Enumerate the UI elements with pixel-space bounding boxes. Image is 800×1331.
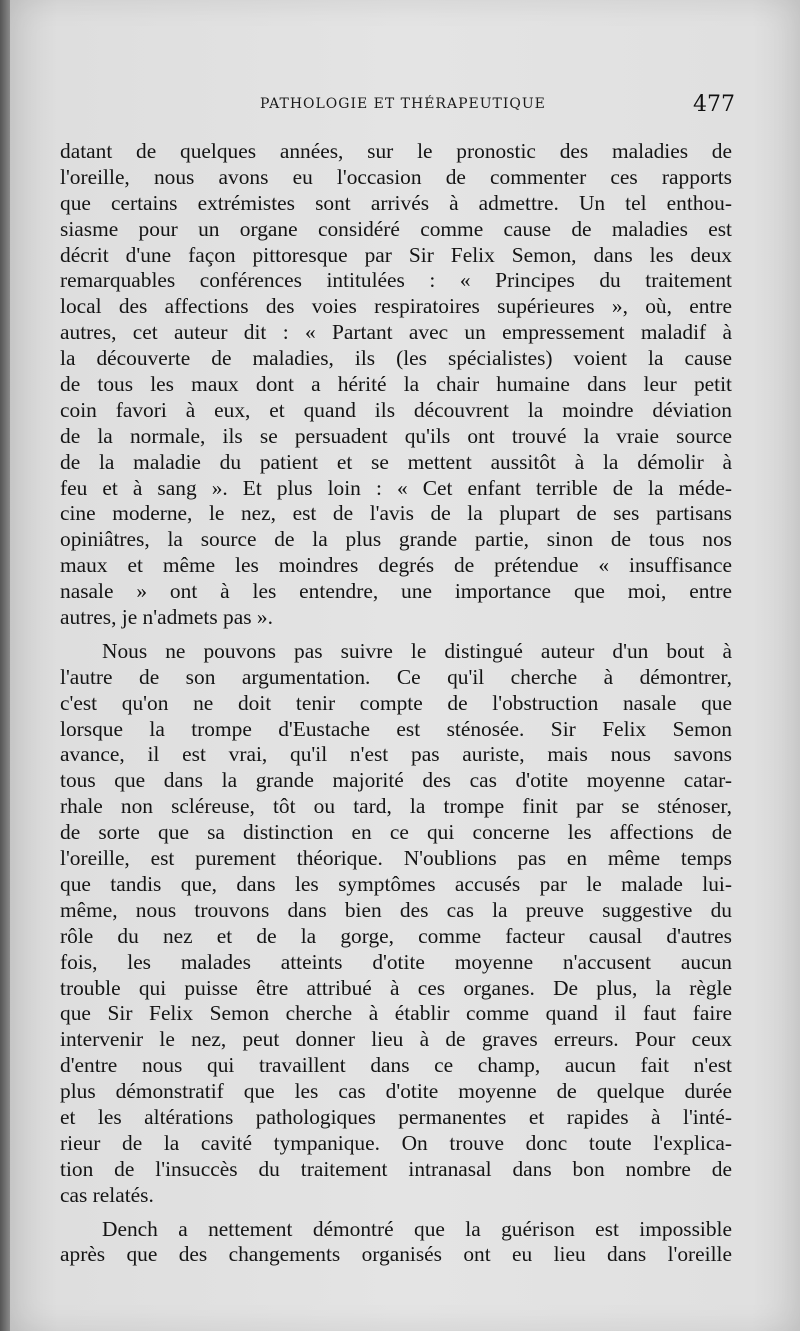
text-line: trouble qui puisse être attribué à ces organes. De plus, la règle xyxy=(60,975,732,1000)
text-line: que certains extrémistes sont arrivés à admettre. Un tel enthou- xyxy=(60,190,732,215)
text-line: feu et à sang ». Et plus loin : « Cet enfant terrible de la méde- xyxy=(60,475,732,500)
text-line: opiniâtres, la source de la plus grande partie, sinon de tous nos xyxy=(60,527,732,552)
text-line: et les altérations pathologiques permanentes et rapides à l'inté- xyxy=(60,1104,732,1129)
text-line: Nous ne pouvons pas suivre le distingué auteur d'un bout à xyxy=(102,638,732,663)
text-line: autres, cet auteur dit : « Partant avec un empressement maladif à xyxy=(60,320,732,345)
text-line: même, nous trouvons dans bien des cas la preuve suggestive du xyxy=(60,897,732,922)
text-line: de sorte que sa distinction en ce qui concerne les affections de xyxy=(60,820,732,845)
paragraph-2 xyxy=(60,639,732,1209)
text-line: que tandis que, dans les symptômes accusés par le malade lui- xyxy=(60,871,732,896)
text-line: remarquables conférences intitulées : « Principes du traitement xyxy=(60,268,732,293)
text-line: cine moderne, le nez, est de l'avis de la plupart de ses partisans xyxy=(60,501,732,526)
text-line: de tous les maux dont a hérité la chair humaine dans leur petit xyxy=(60,372,732,397)
running-header xyxy=(80,92,735,122)
text-line: avance, il est vrai, qu'il n'est pas auriste, mais nous savons xyxy=(60,742,732,767)
page-binding-edge xyxy=(0,0,10,1331)
text-line: que Sir Felix Semon cherche à établir comme quand il faut faire xyxy=(60,1001,732,1026)
text-line: l'oreille, nous avons eu l'occasion de commenter ces rapports xyxy=(60,164,732,189)
paragraph-1 xyxy=(60,139,732,631)
text-line: fois, les malades atteints d'otite moyenne n'accusent aucun xyxy=(60,949,732,974)
text-line: lorsque la trompe d'Eustache est sténosée. Sir Felix Semon xyxy=(60,716,732,741)
text-line: la découverte de maladies, ils (les spécialistes) voient la cause xyxy=(60,346,732,371)
text-line: de la normale, ils se persuadent qu'ils ont trouvé la vraie source xyxy=(60,423,732,448)
text-line: l'oreille, est purement théorique. N'oublions pas en même temps xyxy=(60,846,732,871)
text-line: intervenir le nez, peut donner lieu à de graves erreurs. Pour ceux xyxy=(60,1027,732,1052)
text-line: rhale non scléreuse, tôt ou tard, la trompe finit par se sténoser, xyxy=(60,794,732,819)
text-line: décrit d'une façon pittoresque par Sir Felix Semon, dans les deux xyxy=(60,242,732,267)
book-page xyxy=(10,0,800,1331)
text-line: maux et même les moindres degrés de prétendue « insuffisance xyxy=(60,553,732,578)
text-line: c'est qu'on ne doit tenir compte de l'obstruction nasale que xyxy=(60,690,732,715)
text-line: cas relatés. xyxy=(60,1182,154,1207)
text-line: de la maladie du patient et se mettent aussitôt à la démolir à xyxy=(60,449,732,474)
text-line: rôle du nez et de la gorge, comme facteur causal d'autres xyxy=(60,923,732,948)
paragraph-3 xyxy=(60,1217,732,1269)
text-line: local des affections des voies respiratoires supérieures », où, entre xyxy=(60,294,732,319)
text-line: nasale » ont à les entendre, une importance que moi, entre xyxy=(60,579,732,604)
body-text xyxy=(60,139,732,1268)
text-line: après que des changements organisés ont eu lieu dans l'oreille xyxy=(60,1242,732,1267)
text-line: plus démonstratif que les cas d'otite moyenne de quelque durée xyxy=(60,1079,732,1104)
text-line: tion de l'insuccès du traitement intranasal dans bon nombre de xyxy=(60,1156,732,1181)
paragraph-gap xyxy=(60,1209,732,1217)
text-line: datant de quelques années, sur le pronostic des maladies de xyxy=(60,139,732,163)
page-number: 477 xyxy=(693,92,735,117)
text-line: autres, je n'admets pas ». xyxy=(60,605,273,630)
paragraph-gap xyxy=(60,631,732,639)
text-line: tous que dans la grande majorité des cas d'otite moyenne catar- xyxy=(60,768,732,793)
text-line: rieur de la cavité tympanique. On trouve donc toute l'explica- xyxy=(60,1130,732,1155)
running-title: PATHOLOGIE ET THÉRAPEUTIQUE xyxy=(260,96,546,112)
text-line: l'autre de son argumentation. Ce qu'il cherche à démontrer, xyxy=(60,664,732,689)
text-line: siasme pour un organe considéré comme cause de maladies est xyxy=(60,216,732,241)
text-line: coin favori à eux, et quand ils découvrent la moindre déviation xyxy=(60,397,732,422)
text-line: Dench a nettement démontré que la guérison est impossible xyxy=(102,1216,732,1241)
text-line: d'entre nous qui travaillent dans ce champ, aucun fait n'est xyxy=(60,1053,732,1078)
